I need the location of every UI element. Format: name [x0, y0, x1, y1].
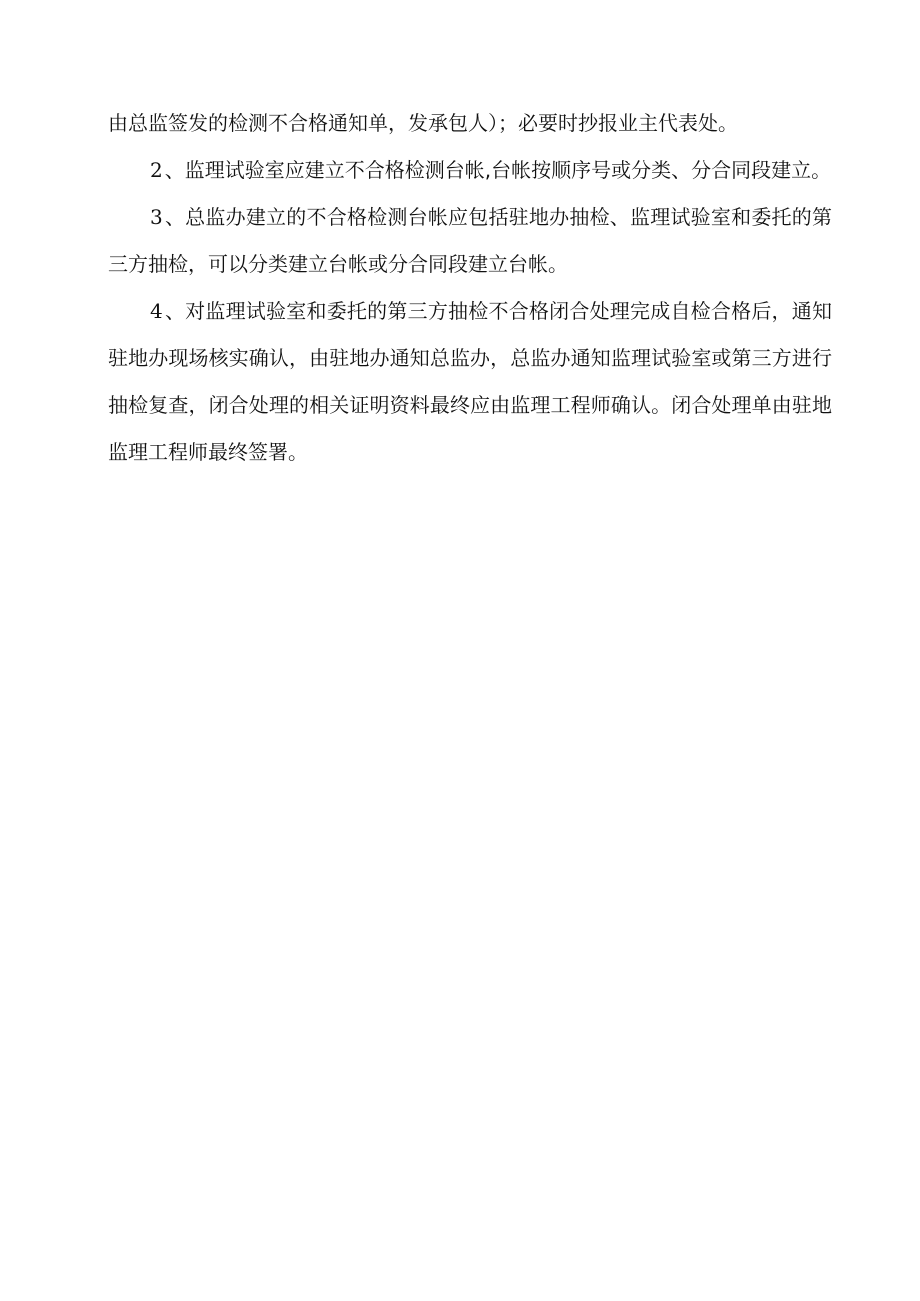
- paragraph-item-2: [108, 147, 832, 194]
- paragraph-continuation: [108, 100, 832, 147]
- document-body: [108, 100, 832, 476]
- paragraph-item-4: [108, 288, 832, 476]
- paragraph-text: 、对监理试验室和委托的第三方抽检不合格闭合处理完成自检合格后，通知驻地办现场核实确认，由驻地办通知总监办，总监办通知监理试验室或第三方进行抽检复查，闭合处理的相关证明资料最终应由监理工程师确认。闭合处理单由驻地监理工程师最终签署。: [108, 299, 832, 464]
- item-number: 2: [150, 158, 163, 182]
- item-number: 3: [150, 205, 163, 229]
- paragraph-item-3: [108, 194, 832, 288]
- paragraph-text: 由总监签发的检测不合格通知单，发承包人）；必要时抄报业主代表处。: [108, 111, 738, 135]
- paragraph-text: 、总监办建立的不合格检测台帐应包括驻地办抽检、监理试验室和委托的第三方抽检，可以分类建立台帐或分合同段建立台帐。: [108, 205, 832, 276]
- paragraph-text: 、监理试验室应建立不合格检测台帐,台帐按顺序号或分类、分合同段建立。: [164, 158, 832, 182]
- item-number: 4: [150, 299, 163, 323]
